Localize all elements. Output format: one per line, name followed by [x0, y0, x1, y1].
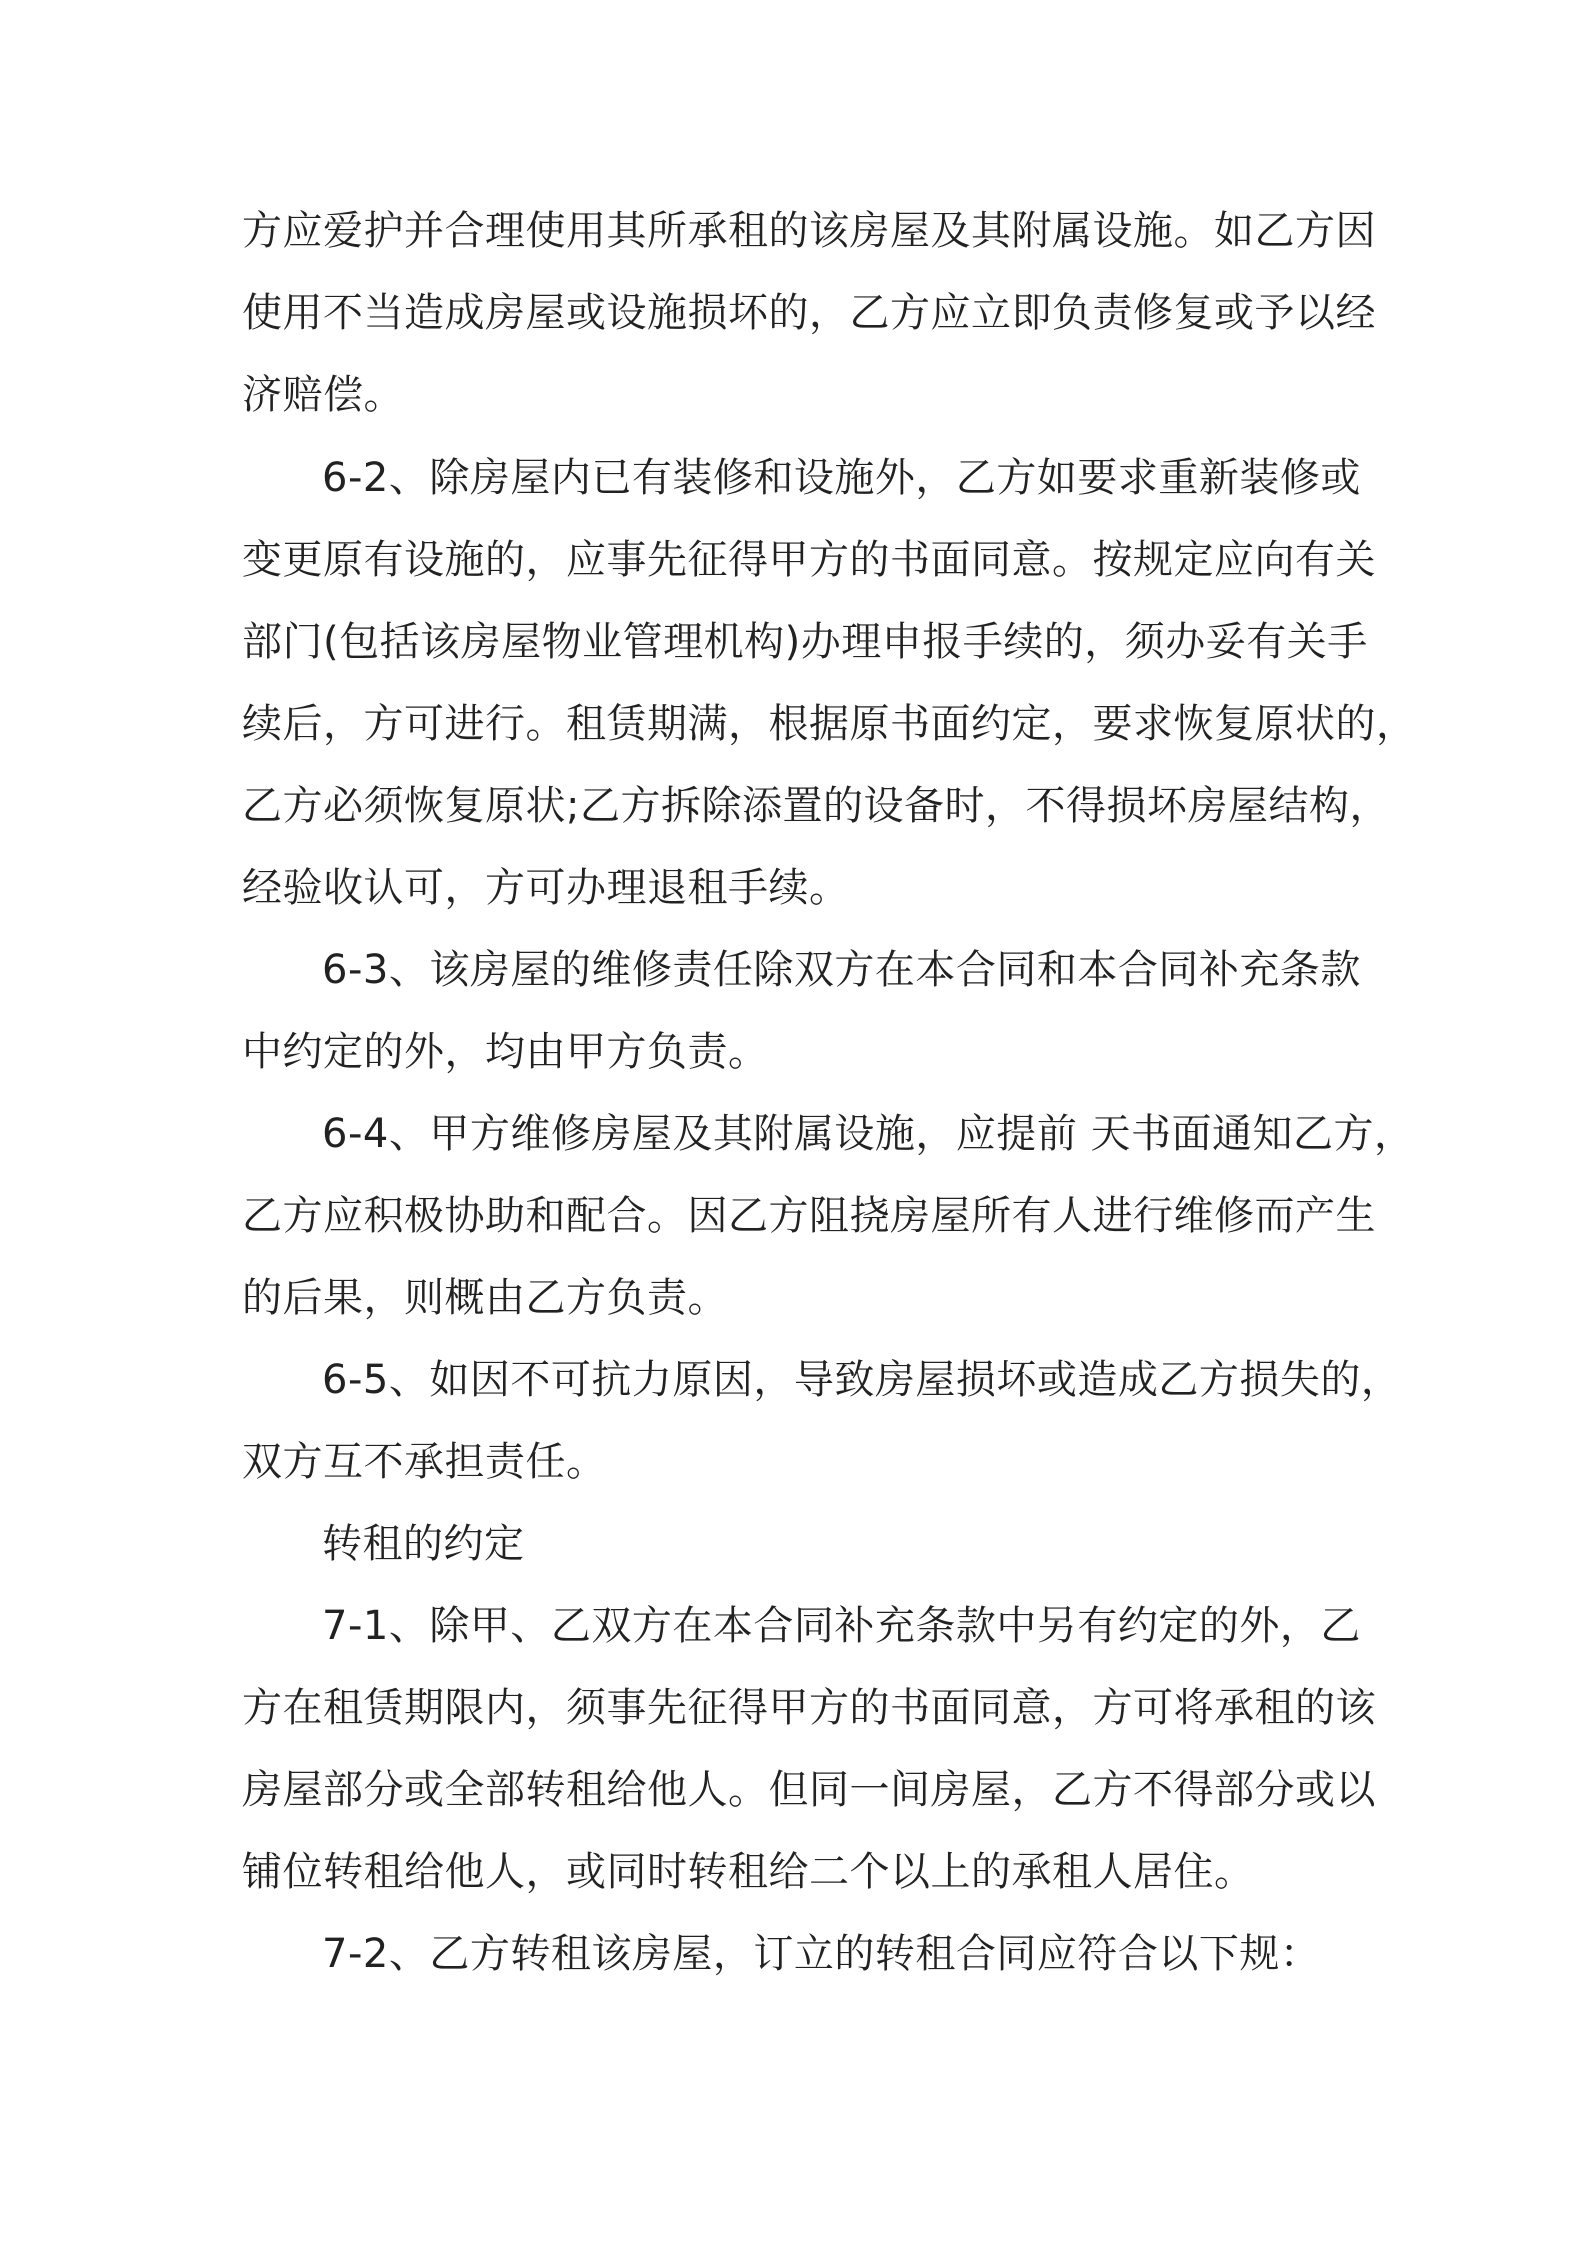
text-line: 济赔偿。 [242, 372, 404, 418]
text-line: 7-1、除甲、乙双方在本合同补充条款中另有约定的外，乙 [322, 1603, 1361, 1649]
text-line: 6-4、甲方维修房屋及其附属设施，应提前 天书面通知乙方， [322, 1111, 1415, 1157]
text-line: 乙方应积极协助和配合。因乙方阻挠房屋所有人进行维修而产生 [242, 1193, 1376, 1239]
text-line: 中约定的外，均由甲方负责。 [242, 1029, 769, 1075]
text-line: 部门(包括该房屋物业管理机构)办理申报手续的，须办妥有关手 [242, 619, 1368, 665]
text-line: 续后，方可进行。租赁期满，根据原书面约定，要求恢复原状的， [242, 701, 1417, 747]
text-line: 使用不当造成房屋或设施损坏的，乙方应立即负责修复或予以经 [242, 290, 1376, 336]
text-line: 6-2、除房屋内已有装修和设施外，乙方如要求重新装修或 [322, 455, 1361, 501]
text-line: 的后果，则概由乙方负责。 [242, 1275, 728, 1321]
text-line: 方在租赁期限内，须事先征得甲方的书面同意，方可将承租的该 [242, 1685, 1376, 1731]
text-line: 经验收认可，方可办理退租手续。 [242, 865, 850, 911]
text-line: 变更原有设施的，应事先征得甲方的书面同意。按规定应向有关 [242, 537, 1376, 583]
text-line: 6-3、该房屋的维修责任除双方在本合同和本合同补充条款 [322, 947, 1361, 993]
section-heading: 转租的约定 [322, 1521, 525, 1567]
text-line: 乙方必须恢复原状;乙方拆除添置的设备时，不得损坏房屋结构， [242, 783, 1390, 829]
text-line: 方应爱护并合理使用其所承租的该房屋及其附属设施。如乙方因 [242, 208, 1376, 254]
text-line: 7-2、乙方转租该房屋，订立的转租合同应符合以下规： [322, 1931, 1321, 1977]
text-line: 双方互不承担责任。 [242, 1439, 607, 1485]
text-line: 房屋部分或全部转租给他人。但同一间房屋，乙方不得部分或以 [242, 1767, 1376, 1813]
text-line: 铺位转租给他人，或同时转租给二个以上的承租人居住。 [242, 1849, 1255, 1895]
text-line: 6-5、如因不可抗力原因，导致房屋损坏或造成乙方损失的， [322, 1357, 1402, 1403]
